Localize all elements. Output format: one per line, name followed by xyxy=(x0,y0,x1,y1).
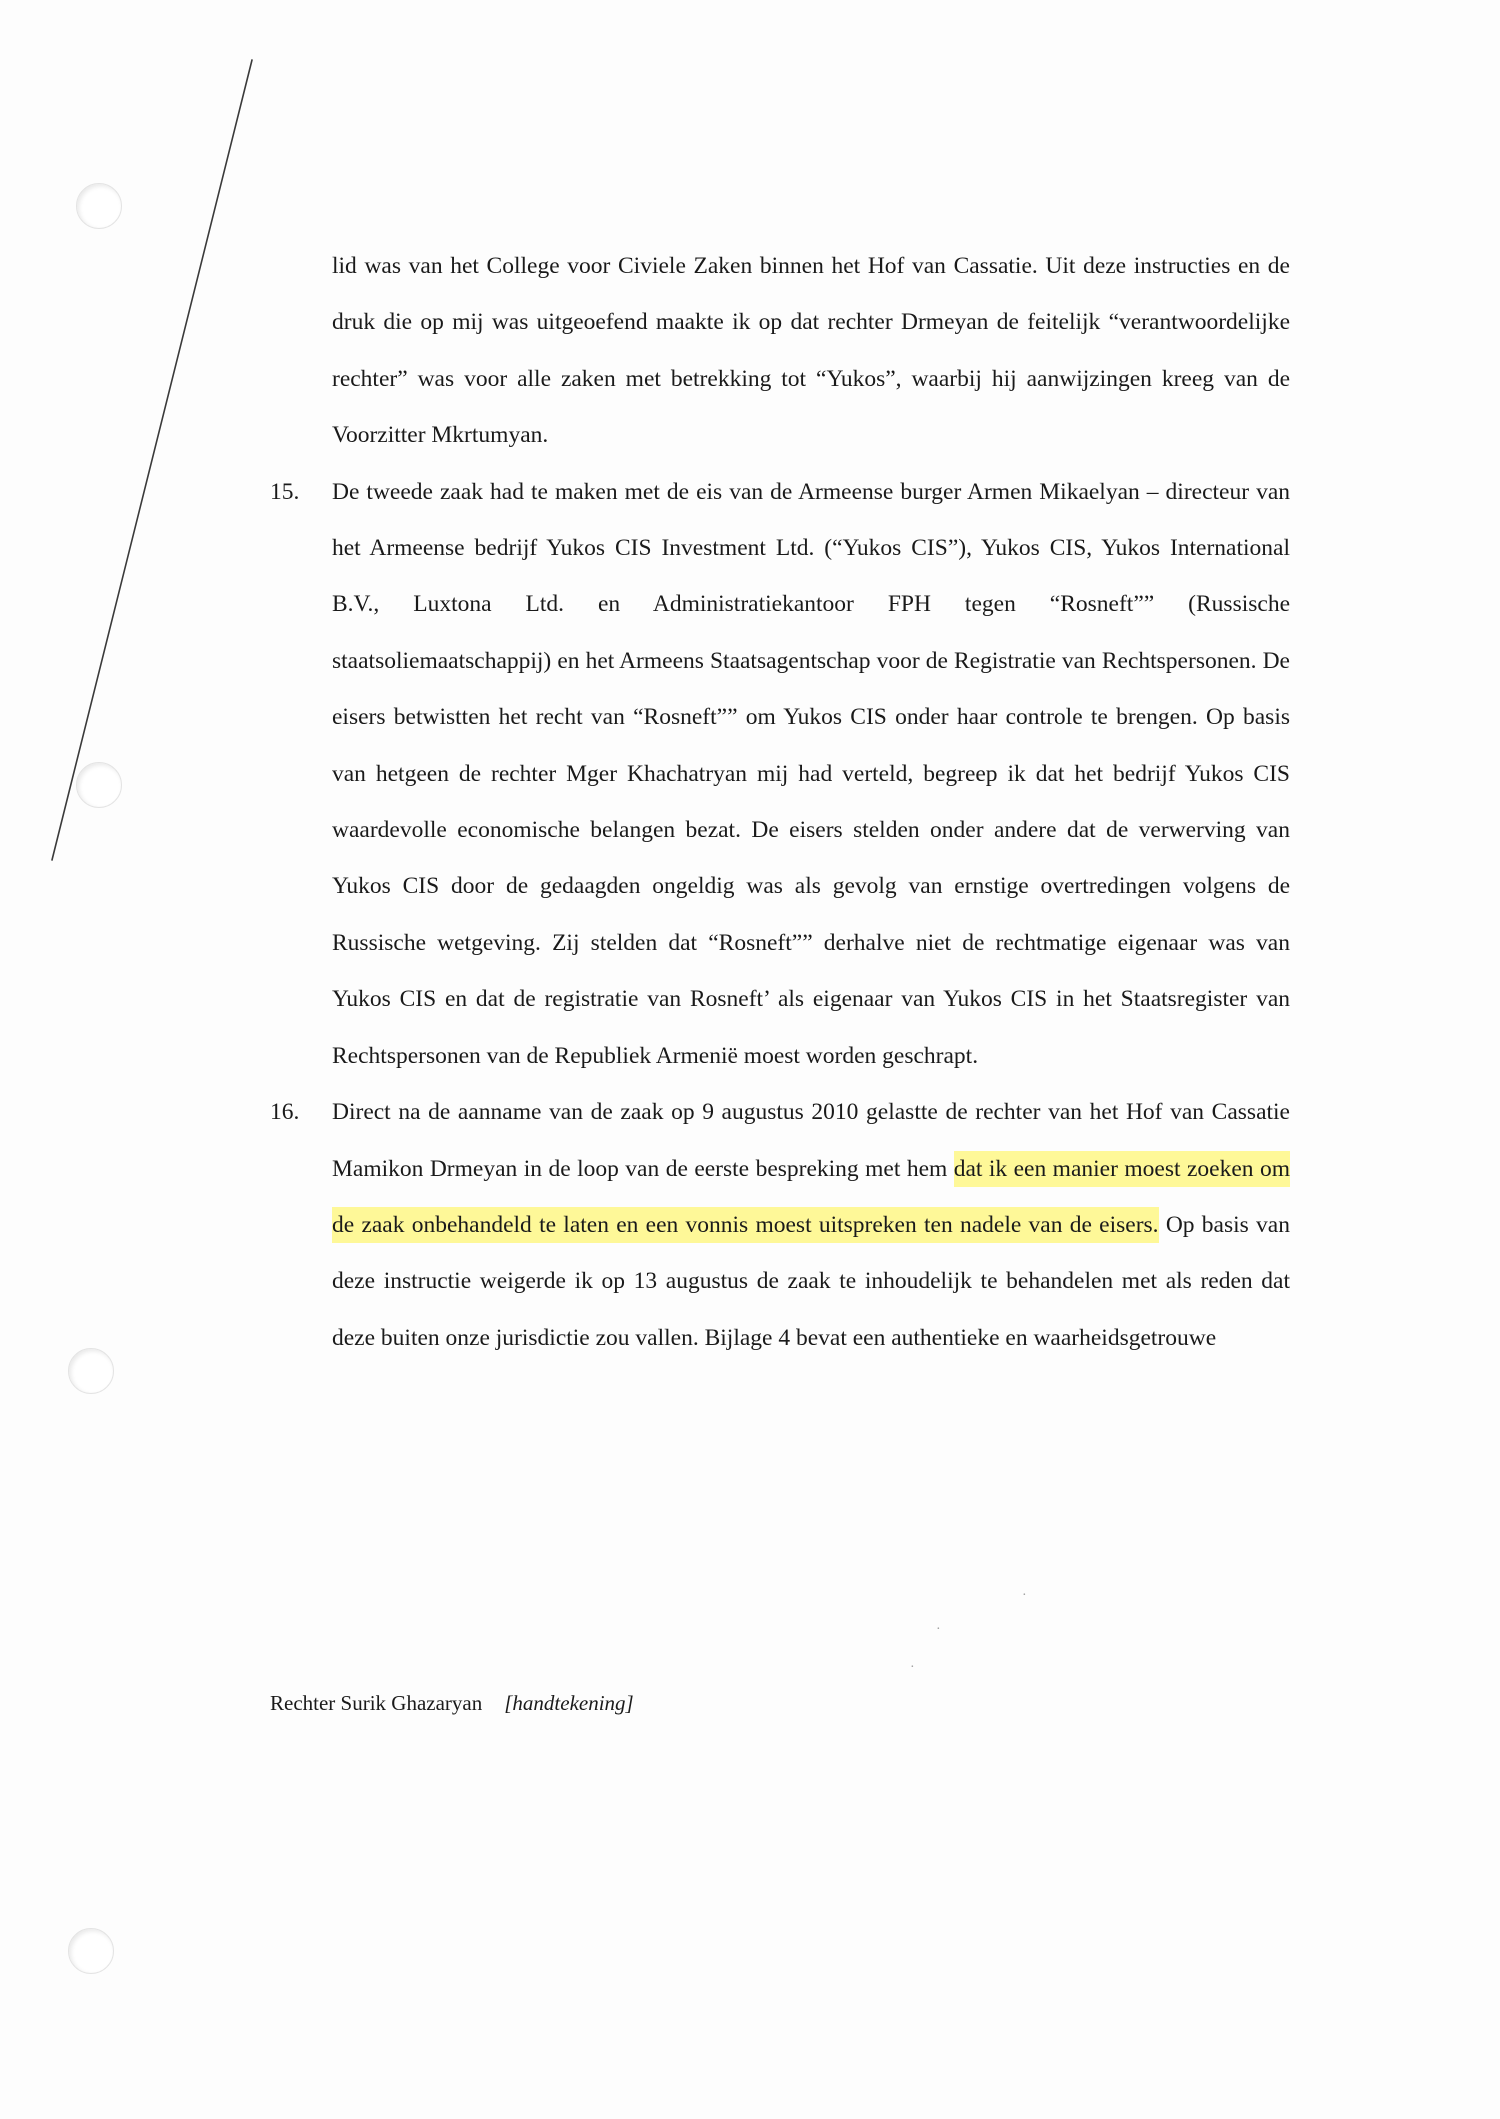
scan-speck: · xyxy=(936,1622,941,1637)
paragraph-text xyxy=(332,1084,1290,1366)
punch-hole-1 xyxy=(76,183,122,229)
document-body xyxy=(270,238,1290,1366)
scan-speck: · xyxy=(910,1660,915,1675)
scan-speck: · xyxy=(1022,1588,1027,1603)
paragraph-text: lid was van het College voor Civiele Zaken binnen het Hof van Cassatie. Uit deze instructies en de druk die op mij was uitgeoefend maakte ik op dat rechter Drmeyan de feitelijk “verantwoordelijke rechter” was voor alle zaken met betrekking tot “Yukos”, waarbij hij aanwijzingen kreeg van de Voorzitter Mkrtumyan. xyxy=(332,253,1290,449)
punch-hole-2 xyxy=(76,762,122,808)
paragraph-number: 16. xyxy=(270,1099,300,1126)
paragraph-16 xyxy=(270,1084,1290,1366)
paragraph-continuation xyxy=(270,238,1290,464)
pen-margin-line xyxy=(0,0,300,900)
paragraph-text-after: Op basis van deze instructie weigerde ik op 13 augustus de zaak te inhoudelijk te behandelen met als reden dat deze buiten onze jurisdictie zou vallen. Bijlage 4 bevat een authentieke en waarheidsgetrouwe xyxy=(332,1211,1290,1351)
signature-footer xyxy=(270,1691,634,1716)
highlighted-text: dat ik een manier moest zoeken om de zaak onbehandeld te laten en een vonnis moest uitspreken ten nadele van de eisers. xyxy=(332,1151,1290,1243)
punch-hole-3 xyxy=(68,1348,114,1394)
paragraph-text-before: Direct na de aanname van de zaak op 9 augustus 2010 gelastte de rechter van het Hof van Cassatie Mamikon Drmeyan in de loop van de eerste bespreking met hem xyxy=(332,1099,1290,1182)
signer-name: Rechter Surik Ghazaryan xyxy=(270,1691,483,1715)
signature-note: [handtekening] xyxy=(504,1691,634,1715)
paragraph-number: 15. xyxy=(270,478,300,505)
punch-hole-4 xyxy=(68,1928,114,1974)
paragraph-text: De tweede zaak had te maken met de eis van de Armeense burger Armen Mikaelyan – directeur van het Armeense bedrijf Yukos CIS Investment Ltd. (“Yukos CIS”), Yukos CIS, Yukos International B.V., Luxtona Ltd. en Administratiekantoor FPH tegen “Rosneft”” (Russische staatsoliemaatschappij) en het Armeens Staatsagentschap voor de Registratie van Rechtspersonen. De eisers betwistten het recht van “Rosneft”” om Yukos CIS onder haar controle te brengen. Op basis van hetgeen de rechter Mger Khachatryan mij had verteld, begreep ik dat het bedrijf Yukos CIS waardevolle economische belangen bezat. De eisers stelden onder andere dat de verwerving van Yukos CIS door de gedaagden ongeldig was als gevolg van ernstige overtredingen volgens de Russische wetgeving. Zij stelden dat “Rosneft”” derhalve niet de rechtmatige eigenaar was van Yukos CIS en dat de registratie van Rosneft’ als eigenaar van Yukos CIS in het Staatsregister van Rechtspersonen van de Republiek Armenië moest worden geschrapt. xyxy=(332,478,1290,1069)
paragraph-15 xyxy=(270,464,1290,1084)
